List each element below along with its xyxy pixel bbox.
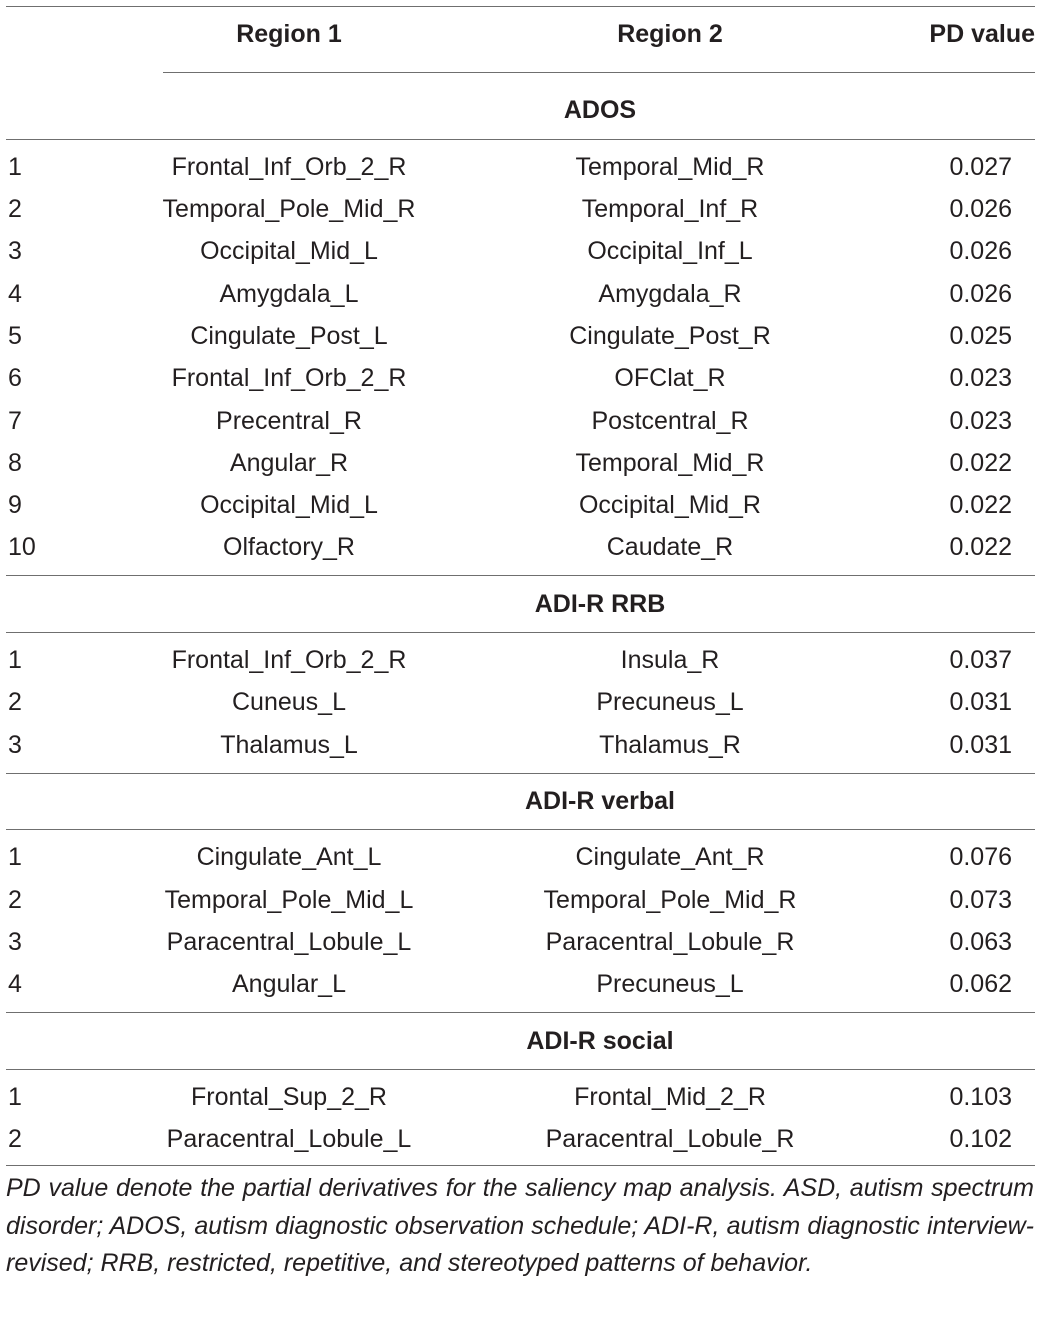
row-number: 6	[8, 364, 22, 392]
region1-cell: Occipital_Mid_L	[200, 237, 378, 265]
row-number: 2	[8, 1125, 22, 1153]
pd-value-cell: 0.026	[949, 237, 1012, 265]
table-row	[0, 446, 1042, 480]
pd-value-cell: 0.031	[949, 731, 1012, 759]
table-row	[0, 361, 1042, 395]
region1-cell: Paracentral_Lobule_L	[166, 928, 412, 956]
table-row	[0, 404, 1042, 438]
region1-cell: Thalamus_L	[220, 731, 358, 759]
table-row	[0, 488, 1042, 522]
column-header-pd-value: PD value	[929, 20, 1035, 48]
table-row	[0, 967, 1042, 1001]
table-row	[0, 277, 1042, 311]
column-header-region2: Region 2	[617, 20, 723, 48]
region2-cell: Occipital_Inf_L	[587, 237, 753, 265]
section-rule-adi-r-social	[6, 1069, 1035, 1070]
pd-value-cell: 0.062	[949, 970, 1012, 998]
region2-cell: Insula_R	[620, 646, 720, 674]
pd-value-cell: 0.022	[949, 491, 1012, 519]
pd-value-cell: 0.027	[949, 153, 1012, 181]
region1-cell: Angular_L	[232, 970, 346, 998]
region2-cell: Paracentral_Lobule_R	[545, 1125, 795, 1153]
region1-cell: Temporal_Pole_Mid_R	[162, 195, 416, 223]
region1-cell: Cingulate_Post_L	[190, 322, 388, 350]
region1-cell: Angular_R	[229, 449, 349, 477]
row-number: 2	[8, 688, 22, 716]
row-number: 2	[8, 195, 22, 223]
pd-value-cell: 0.073	[949, 886, 1012, 914]
row-number: 3	[8, 928, 22, 956]
region1-cell: Frontal_Inf_Orb_2_R	[171, 364, 407, 392]
region2-cell: Cingulate_Post_R	[569, 322, 771, 350]
region1-cell: Occipital_Mid_L	[200, 491, 378, 519]
region2-cell: Occipital_Mid_R	[578, 491, 761, 519]
row-number: 9	[8, 491, 22, 519]
pd-value-cell: 0.022	[949, 449, 1012, 477]
table-row	[0, 530, 1042, 564]
region2-cell: Postcentral_R	[591, 407, 749, 435]
region2-cell: OFClat_R	[614, 364, 726, 392]
table-row	[0, 685, 1042, 719]
section-divider	[6, 1012, 1035, 1013]
row-number: 1	[8, 646, 22, 674]
row-number: 7	[8, 407, 22, 435]
row-number: 3	[8, 731, 22, 759]
pd-value-cell: 0.023	[949, 364, 1012, 392]
region1-cell: Cingulate_Ant_L	[196, 843, 382, 871]
table-row	[0, 728, 1042, 762]
row-number: 10	[8, 533, 36, 561]
region2-cell: Temporal_Mid_R	[575, 449, 765, 477]
row-number: 2	[8, 886, 22, 914]
pd-value-cell: 0.102	[949, 1125, 1012, 1153]
row-number: 4	[8, 970, 22, 998]
region2-cell: Temporal_Mid_R	[575, 153, 765, 181]
row-number: 5	[8, 322, 22, 350]
row-number: 1	[8, 153, 22, 181]
section-title-ados: ADOS	[563, 96, 637, 124]
column-header-region1: Region 1	[236, 20, 342, 48]
row-number: 1	[8, 843, 22, 871]
row-number: 4	[8, 280, 22, 308]
region1-cell: Olfactory_R	[223, 533, 355, 561]
table-row	[0, 883, 1042, 917]
region2-cell: Temporal_Pole_Mid_R	[543, 886, 797, 914]
pd-value-cell: 0.103	[949, 1083, 1012, 1111]
table-bottom-rule	[6, 1165, 1035, 1166]
table-row	[0, 1122, 1042, 1156]
header-rule	[163, 72, 1035, 73]
section-rule-ados	[6, 139, 1035, 140]
pd-value-cell: 0.023	[949, 407, 1012, 435]
pd-value-cell: 0.025	[949, 322, 1012, 350]
region2-cell: Cingulate_Ant_R	[575, 843, 765, 871]
table-row	[0, 192, 1042, 226]
table-row	[0, 643, 1042, 677]
pd-value-cell: 0.031	[949, 688, 1012, 716]
region1-cell: Frontal_Inf_Orb_2_R	[171, 153, 407, 181]
section-divider	[6, 773, 1035, 774]
pd-value-cell: 0.076	[949, 843, 1012, 871]
section-title-adi-r-social: ADI-R social	[526, 1027, 674, 1055]
region1-cell: Frontal_Sup_2_R	[191, 1083, 387, 1111]
pd-value-cell: 0.026	[949, 280, 1012, 308]
section-title-adi-r-verbal: ADI-R verbal	[524, 787, 676, 815]
table-row	[0, 1080, 1042, 1114]
region2-cell: Thalamus_R	[599, 731, 741, 759]
pd-value-cell: 0.026	[949, 195, 1012, 223]
table-row	[0, 234, 1042, 268]
row-number: 8	[8, 449, 22, 477]
region2-cell: Caudate_R	[606, 533, 734, 561]
pd-value-cell: 0.063	[949, 928, 1012, 956]
region2-cell: Paracentral_Lobule_R	[545, 928, 795, 956]
table-top-rule	[6, 6, 1035, 7]
pd-value-cell: 0.022	[949, 533, 1012, 561]
table-row	[0, 840, 1042, 874]
table-footnote: PD value denote the partial derivatives for the saliency map analysis. ASD, autism spectrum disorder; ADOS, autism diagnostic observation schedule; ADI-R, autism diagnostic interview-revised; RRB, restricted, repetitive, and stereotyped patterns of behavior.	[6, 1174, 1034, 1277]
region1-cell: Paracentral_Lobule_L	[166, 1125, 412, 1153]
section-rule-adi-r-rrb	[6, 632, 1035, 633]
row-number: 3	[8, 237, 22, 265]
pd-value-cell: 0.037	[949, 646, 1012, 674]
region1-cell: Amygdala_L	[219, 280, 359, 308]
region2-cell: Precuneus_L	[596, 970, 744, 998]
region1-cell: Temporal_Pole_Mid_L	[164, 886, 414, 914]
region2-cell: Precuneus_L	[596, 688, 744, 716]
section-rule-adi-r-verbal	[6, 829, 1035, 830]
region2-cell: Amygdala_R	[598, 280, 742, 308]
region2-cell: Frontal_Mid_2_R	[574, 1083, 766, 1111]
section-title-adi-r-rrb: ADI-R RRB	[534, 590, 666, 618]
region2-cell: Temporal_Inf_R	[581, 195, 759, 223]
table-row	[0, 150, 1042, 184]
region1-cell: Frontal_Inf_Orb_2_R	[171, 646, 407, 674]
table-row	[0, 319, 1042, 353]
row-number: 1	[8, 1083, 22, 1111]
region1-cell: Precentral_R	[216, 407, 362, 435]
section-divider	[6, 575, 1035, 576]
table-row	[0, 925, 1042, 959]
region1-cell: Cuneus_L	[232, 688, 346, 716]
